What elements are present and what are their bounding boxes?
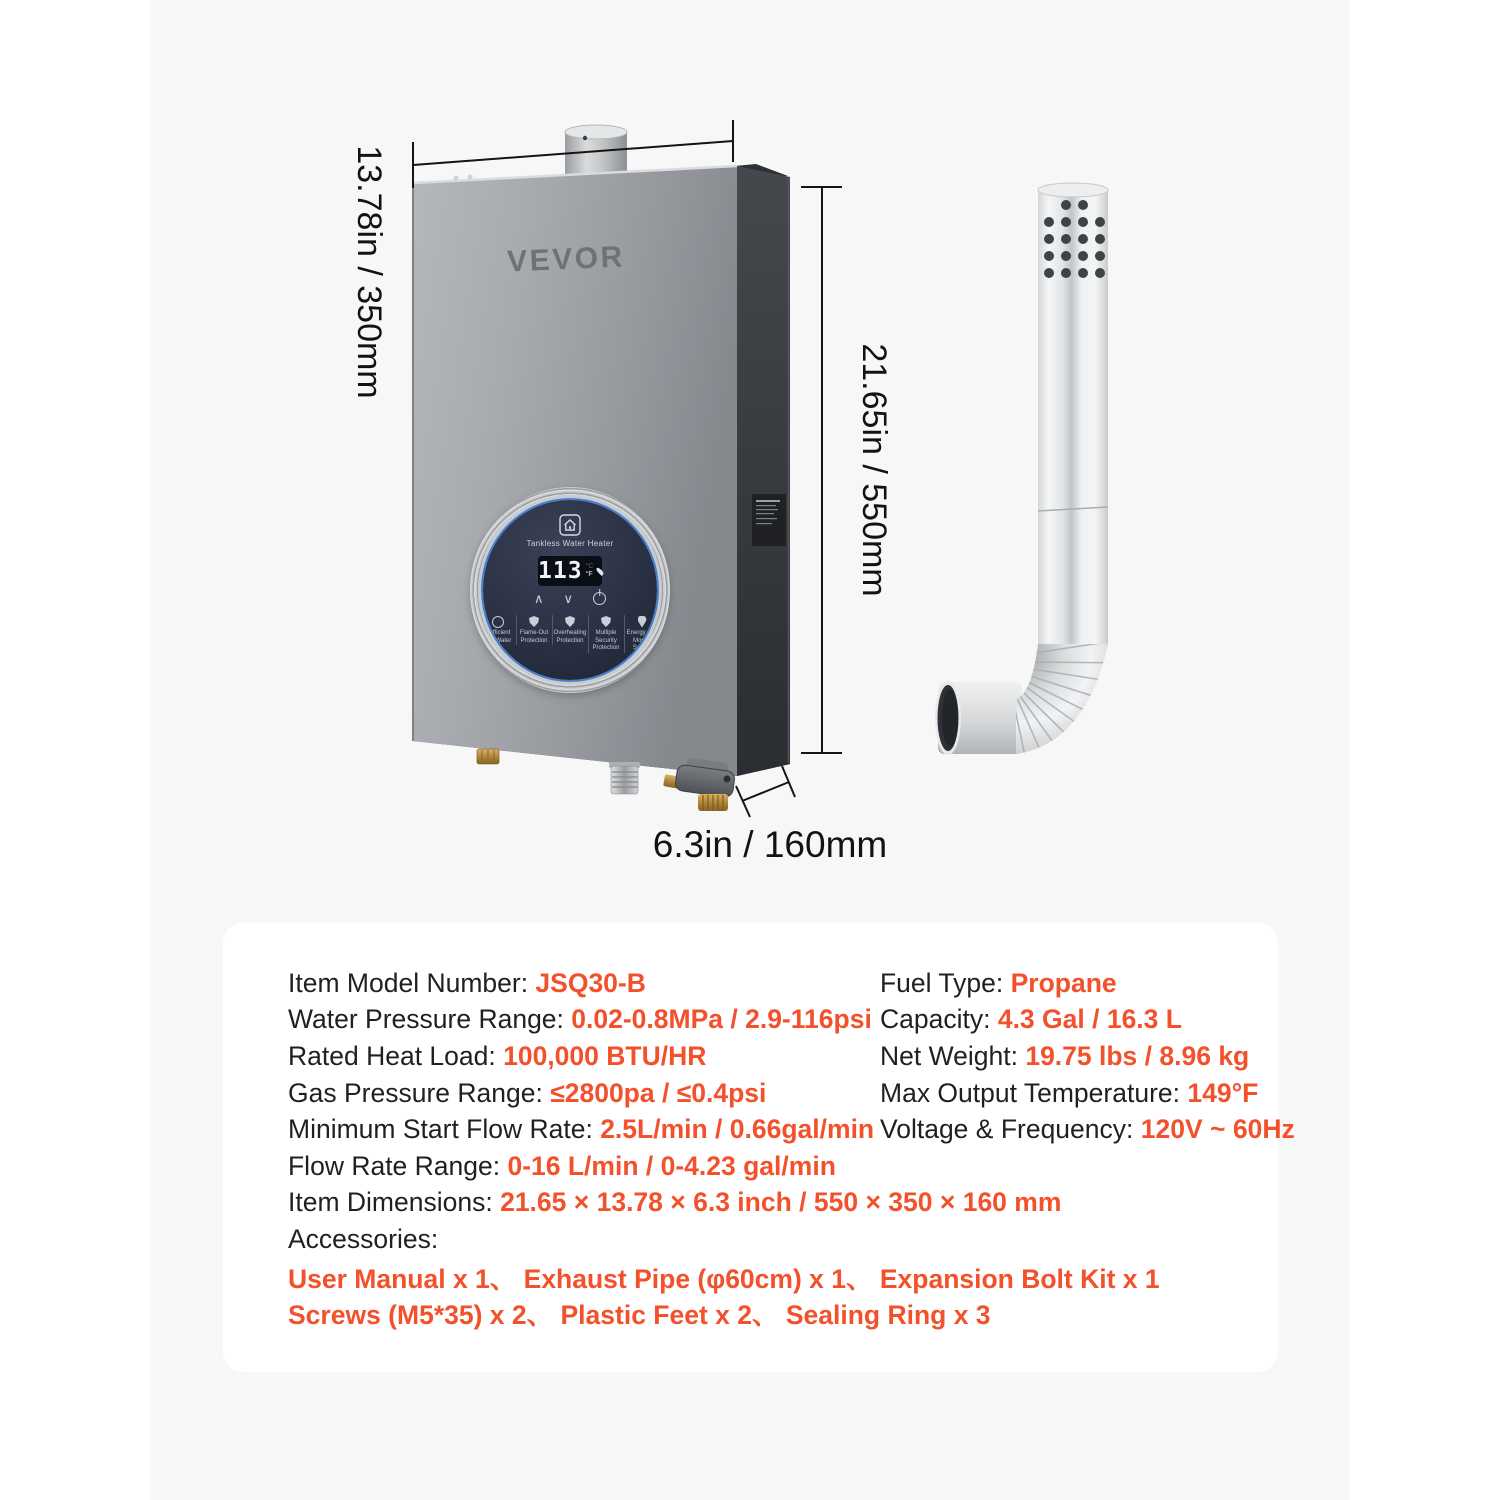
spec-row-heat-load: Rated Heat Load: 100,000 BTU/HR [288, 1040, 707, 1071]
security-shield-icon [601, 615, 611, 628]
spec-row-accessories-heading: Accessories: [288, 1223, 439, 1254]
spec-row-net-weight: Net Weight: 19.75 lbs / 8.96 kg [880, 1040, 1250, 1071]
feature-energy-saving: Energy and Money Saving [624, 615, 658, 653]
spec-row-flow-range: Flow Rate Range: 0-16 L/min / 0-4.23 gal/min [288, 1150, 836, 1181]
panel-face [483, 500, 657, 680]
gas-inlet-steel-fitting [609, 762, 640, 794]
spec-column-right [880, 965, 1295, 1148]
temp-down-button[interactable]: ∨ [563, 591, 574, 606]
led-display [538, 556, 602, 586]
accessories-line-2: Screws (M5*35) x 2、 Plastic Feet x 2、 Sealing Ring x 3 [288, 1300, 991, 1331]
feature-overheating-protection: Overheating Protection [552, 615, 588, 645]
spec-row-item-dimensions: Item Dimensions: 21.65 × 13.78 × 6.3 inch / 550 × 350 × 160 mm [288, 1187, 1062, 1218]
check-circle-icon [492, 615, 504, 628]
temp-up-button[interactable]: ∧ [533, 591, 544, 606]
house-water-icon [558, 513, 582, 537]
spec-row-gas-pressure: Gas Pressure Range: ≤2800pa / ≤0.4psi [288, 1077, 767, 1108]
feature-sufficient-hot-water: Sufficient Hot Water [483, 615, 516, 645]
overheat-shield-icon [565, 615, 575, 628]
water-inlet-brass-fitting [477, 749, 499, 764]
spec-row-max-temp: Max Output Temperature: 149°F [880, 1077, 1259, 1108]
dimension-label-height: 21.65in / 550mm [855, 343, 893, 597]
spec-row-voltage: Voltage & Frequency: 120V ~ 60Hz [880, 1114, 1295, 1145]
dimension-label-depth: 6.3in / 160mm [652, 824, 888, 865]
feature-icon-row [483, 615, 657, 653]
flame-indicator-icon [596, 567, 605, 576]
spec-card [223, 923, 1295, 1372]
exhaust-pipe [935, 183, 1134, 770]
panel-title: Tankless Water Heater [526, 539, 614, 548]
spec-row-model: Item Model Number: JSQ30-B [288, 967, 646, 998]
flame-shield-icon [529, 615, 539, 628]
side-spec-sticker [752, 494, 786, 546]
dimension-label-width: 13.78in / 350mm [350, 145, 388, 399]
feature-multiple-security: Multiple Security Protection [588, 615, 624, 653]
energy-pin-icon [638, 615, 647, 628]
spec-row-capacity: Capacity: 4.3 Gal / 16.3 L [880, 1004, 1182, 1035]
panel-controls [534, 592, 606, 605]
power-button[interactable] [593, 592, 606, 605]
spec-row-water-pressure: Water Pressure Range: 0.02-0.8MPa / 2.9-116psi [288, 1004, 872, 1035]
vevor-logo: VEVOR [506, 240, 626, 279]
temperature-units: °C °F [585, 562, 594, 578]
dimension-line-height [801, 187, 842, 753]
spec-row-min-flow: Minimum Start Flow Rate: 2.5L/min / 0.66gal/min [288, 1114, 875, 1145]
accessories-line-1: User Manual x 1、 Exhaust Pipe (φ60cm) x 1、 Expansion Bolt Kit x 1 [288, 1263, 1160, 1294]
temperature-readout: 113 [538, 558, 583, 584]
control-panel [470, 487, 670, 693]
spec-row-fuel-type: Fuel Type: Propane [880, 967, 1117, 998]
feature-flame-out-protection: Flame-Out Protection [516, 615, 552, 645]
